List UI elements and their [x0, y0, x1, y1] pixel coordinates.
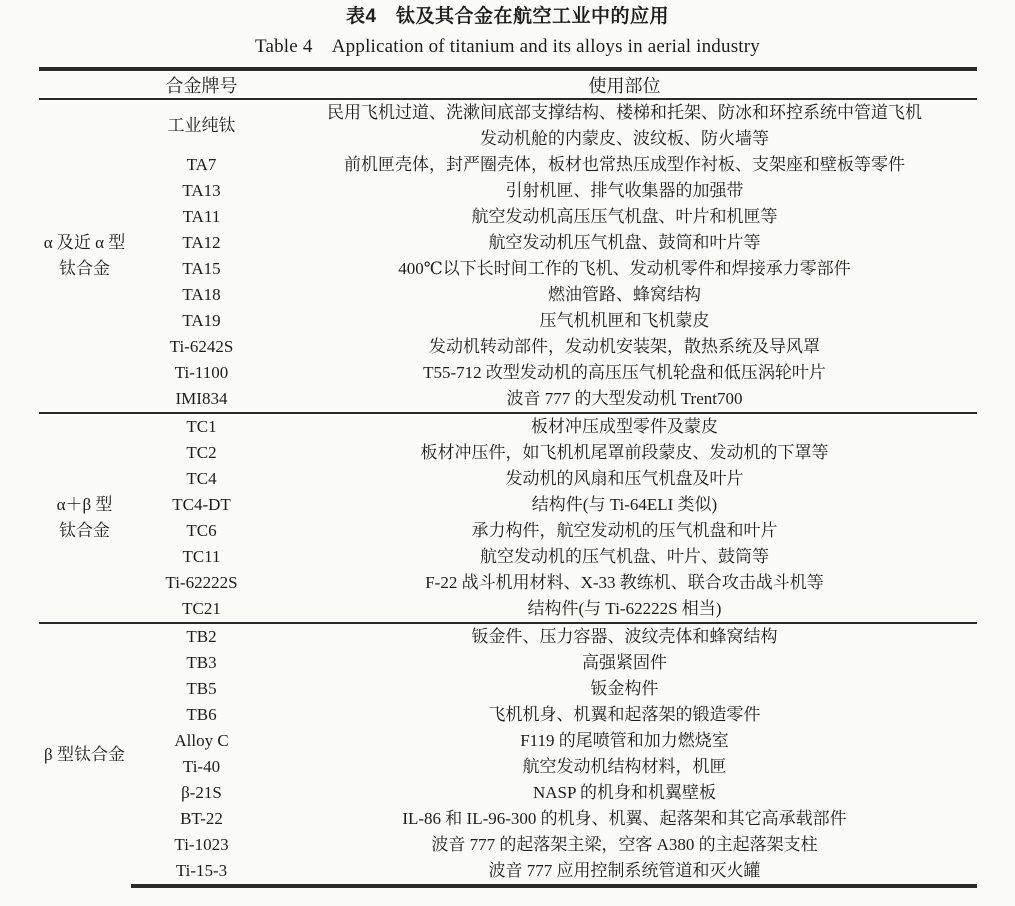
usage-cell: [273, 440, 977, 466]
alloy-grade-cell: TA13: [182, 181, 221, 200]
usage-line: 发动机舱的内蒙皮、波纹板、防火墙等: [480, 129, 769, 148]
header-alloy-grade: 合金牌号: [131, 69, 273, 99]
table-row: [39, 544, 977, 570]
usage-cell: [273, 596, 977, 623]
table-row: [39, 282, 977, 308]
usage-cell: [273, 832, 977, 858]
usage-cell: [273, 858, 977, 886]
alloy-grade-cell: TB2: [131, 623, 273, 650]
usage-line: F-22 战斗机用材料、X-33 教练机、联合攻击战斗机等: [425, 573, 824, 592]
usage-line: 飞机机身、机翼和起落架的锻造零件: [488, 705, 761, 724]
alloy-grade-cell: TB3: [186, 653, 217, 672]
table-row: [39, 230, 977, 256]
usage-line: 压气机机匣和飞机蒙皮: [539, 311, 710, 330]
usage-cell: [273, 152, 977, 178]
usage-line: 航空发动机高压压气机盘、叶片和机匣等: [471, 207, 778, 226]
usage-line: F119 的尾喷管和加力燃烧室: [520, 731, 729, 750]
alloy-grade-cell: TA11: [182, 207, 221, 226]
alloy-grade-cell: IMI834: [175, 389, 228, 408]
usage-cell: [273, 518, 977, 544]
table-row: [39, 858, 977, 886]
alloy-grade-cell: β-21S: [181, 783, 222, 802]
usage-line: 高强紧固件: [582, 653, 667, 672]
usage-line: 波音 777 的大型发动机 Trent700: [506, 389, 743, 408]
usage-line: 400℃以下长时间工作的飞机、发动机零件和焊接承力零部件: [398, 259, 851, 278]
table-row: [39, 650, 977, 676]
usage-cell: [273, 360, 977, 386]
table-row: [39, 596, 977, 623]
usage-line: 发动机转动部件，发动机安装架，散热系统及导风罩: [429, 337, 820, 356]
usage-line: 承力构件，航空发动机的压气机盘和叶片: [471, 521, 778, 540]
alloy-grade-cell: TB6: [186, 705, 217, 724]
usage-line: 钣金件、压力容器、波纹壳体和蜂窝结构: [471, 627, 778, 646]
table-header: [39, 69, 977, 99]
usage-line: 引射机匣、排气收集器的加强带: [505, 181, 744, 200]
table-row: [39, 256, 977, 282]
table-row: [39, 152, 977, 178]
usage-cell: [273, 466, 977, 492]
alloy-application-table: [39, 67, 977, 888]
alloy-grade-cell: TA7: [186, 155, 217, 174]
alloy-grade-cell: TC4: [186, 469, 217, 488]
table-row: [39, 492, 977, 518]
table-row: [39, 676, 977, 702]
usage-cell: [273, 334, 977, 360]
table-row: [39, 386, 977, 413]
table-row: [39, 178, 977, 204]
usage-cell: [273, 754, 977, 780]
usage-cell: [273, 650, 977, 676]
alloy-grade-cell: TC2: [186, 443, 217, 462]
alloy-grade-cell: Ti-15-3: [131, 858, 273, 886]
usage-cell: [273, 204, 977, 230]
usage-cell: [273, 544, 977, 570]
alloy-grade-cell: TC1: [131, 413, 273, 440]
group-label-cell: [39, 413, 131, 623]
usage-cell: [273, 676, 977, 702]
usage-cell: [273, 256, 977, 282]
usage-cell: [273, 806, 977, 832]
usage-line: 板材冲压成型零件及蒙皮: [531, 417, 718, 436]
alloy-grade-cell: BT-22: [180, 809, 223, 828]
table-row: [39, 754, 977, 780]
alloy-grade-cell: Alloy C: [174, 731, 229, 750]
alloy-grade-cell: TB5: [186, 679, 217, 698]
group-label-cell: [39, 623, 131, 886]
header-row: [39, 69, 977, 99]
usage-line: NASP 的机身和机翼壁板: [532, 783, 717, 802]
alloy-grade-cell: TA19: [182, 311, 221, 330]
usage-line: T55-712 改型发动机的高压压气机轮盘和低压涡轮叶片: [423, 363, 826, 382]
table-row: [39, 413, 977, 440]
alloy-grade-cell: Ti-40: [182, 757, 221, 776]
table-row: [39, 780, 977, 806]
usage-cell: [273, 702, 977, 728]
table-title-chinese: 表4 钛及其合金在航空工业中的应用: [345, 6, 670, 27]
usage-line: 结构件(与 Ti-64ELI 类似): [531, 495, 718, 514]
table-row: [39, 570, 977, 596]
alloy-grade-cell: TA18: [182, 285, 221, 304]
usage-cell: [273, 178, 977, 204]
usage-line: 波音 777 的起落架主梁，空客 A380 的主起落架支柱: [431, 835, 818, 854]
alloy-grade-cell: Ti-1100: [174, 363, 229, 382]
usage-cell: [273, 308, 977, 334]
usage-cell: [273, 99, 977, 152]
usage-line: 板材冲压件，如飞机机尾罩前段蒙皮、发动机的下罩等: [420, 443, 829, 462]
table-row: [39, 806, 977, 832]
table-row: [39, 623, 977, 650]
table-row: [39, 440, 977, 466]
table-row: [39, 702, 977, 728]
table-row: [39, 518, 977, 544]
usage-cell: [273, 230, 977, 256]
header-group-cell: [39, 69, 131, 99]
usage-line: IL-86 和 IL-96-300 的机身、机翼、起落架和其它高承载部件: [402, 809, 847, 828]
usage-cell: [273, 386, 977, 413]
usage-cell: [273, 780, 977, 806]
usage-line: 结构件(与 Ti-62222S 相当): [527, 599, 722, 618]
usage-line: 波音 777 应用控制系统管道和灭火罐: [488, 861, 761, 880]
group-label-line: β 型钛合金: [44, 745, 125, 764]
usage-line: 民用飞机过道、洗漱间底部支撑结构、楼梯和托架、防冰和环控系统中管道飞机: [327, 103, 922, 122]
group-label-cell: [39, 99, 131, 413]
usage-cell: [273, 282, 977, 308]
table-row: [39, 360, 977, 386]
alloy-grade-cell: TC4-DT: [172, 495, 231, 514]
usage-line: 发动机的风扇和压气机盘及叶片: [505, 469, 744, 488]
group-label-line: 钛合金: [59, 259, 110, 278]
usage-line: 航空发动机结构材料，机匣: [522, 757, 727, 776]
usage-cell: [273, 623, 977, 650]
usage-line: 钣金构件: [590, 679, 659, 698]
table-title-english: Table 4 Application of titanium and its alloys in aerial industry: [254, 36, 761, 57]
alloy-grade-cell: TC6: [186, 521, 217, 540]
table-body: [39, 99, 977, 886]
table-row: [39, 99, 977, 152]
usage-line: 前机匣壳体，封严圈壳体，板材也常热压成型作衬板、支架座和壁板等零件: [344, 155, 905, 174]
usage-cell: [273, 570, 977, 596]
alloy-grade-cell: 工业纯钛: [167, 116, 236, 135]
alloy-grade-cell: TA12: [182, 233, 221, 252]
alloy-grade-cell: Ti-62222S: [165, 573, 238, 592]
table-row: [39, 204, 977, 230]
table-row: [39, 308, 977, 334]
usage-line: 燃油管路、蜂窝结构: [548, 285, 701, 304]
table-row: [39, 334, 977, 360]
header-usage: 使用部位: [273, 69, 977, 99]
usage-cell: [273, 492, 977, 518]
alloy-grade-cell: Ti-1023: [174, 835, 229, 854]
alloy-grade-cell: Ti-6242S: [169, 337, 234, 356]
group-label-line: α＋β 型: [56, 495, 113, 514]
table-row: [39, 466, 977, 492]
group-label-line: α 及近 α 型: [43, 233, 126, 252]
usage-cell: [273, 413, 977, 440]
table-row: [39, 728, 977, 754]
usage-line: 航空发动机的压气机盘、叶片、鼓筒等: [480, 547, 769, 566]
alloy-grade-cell: TA15: [182, 259, 221, 278]
alloy-grade-cell: TC21: [182, 599, 221, 618]
table-row: [39, 832, 977, 858]
usage-cell: [273, 728, 977, 754]
group-label-line: 钛合金: [59, 521, 110, 540]
alloy-grade-cell: TC11: [182, 547, 221, 566]
usage-line: 航空发动机压气机盘、鼓筒和叶片等: [488, 233, 761, 252]
